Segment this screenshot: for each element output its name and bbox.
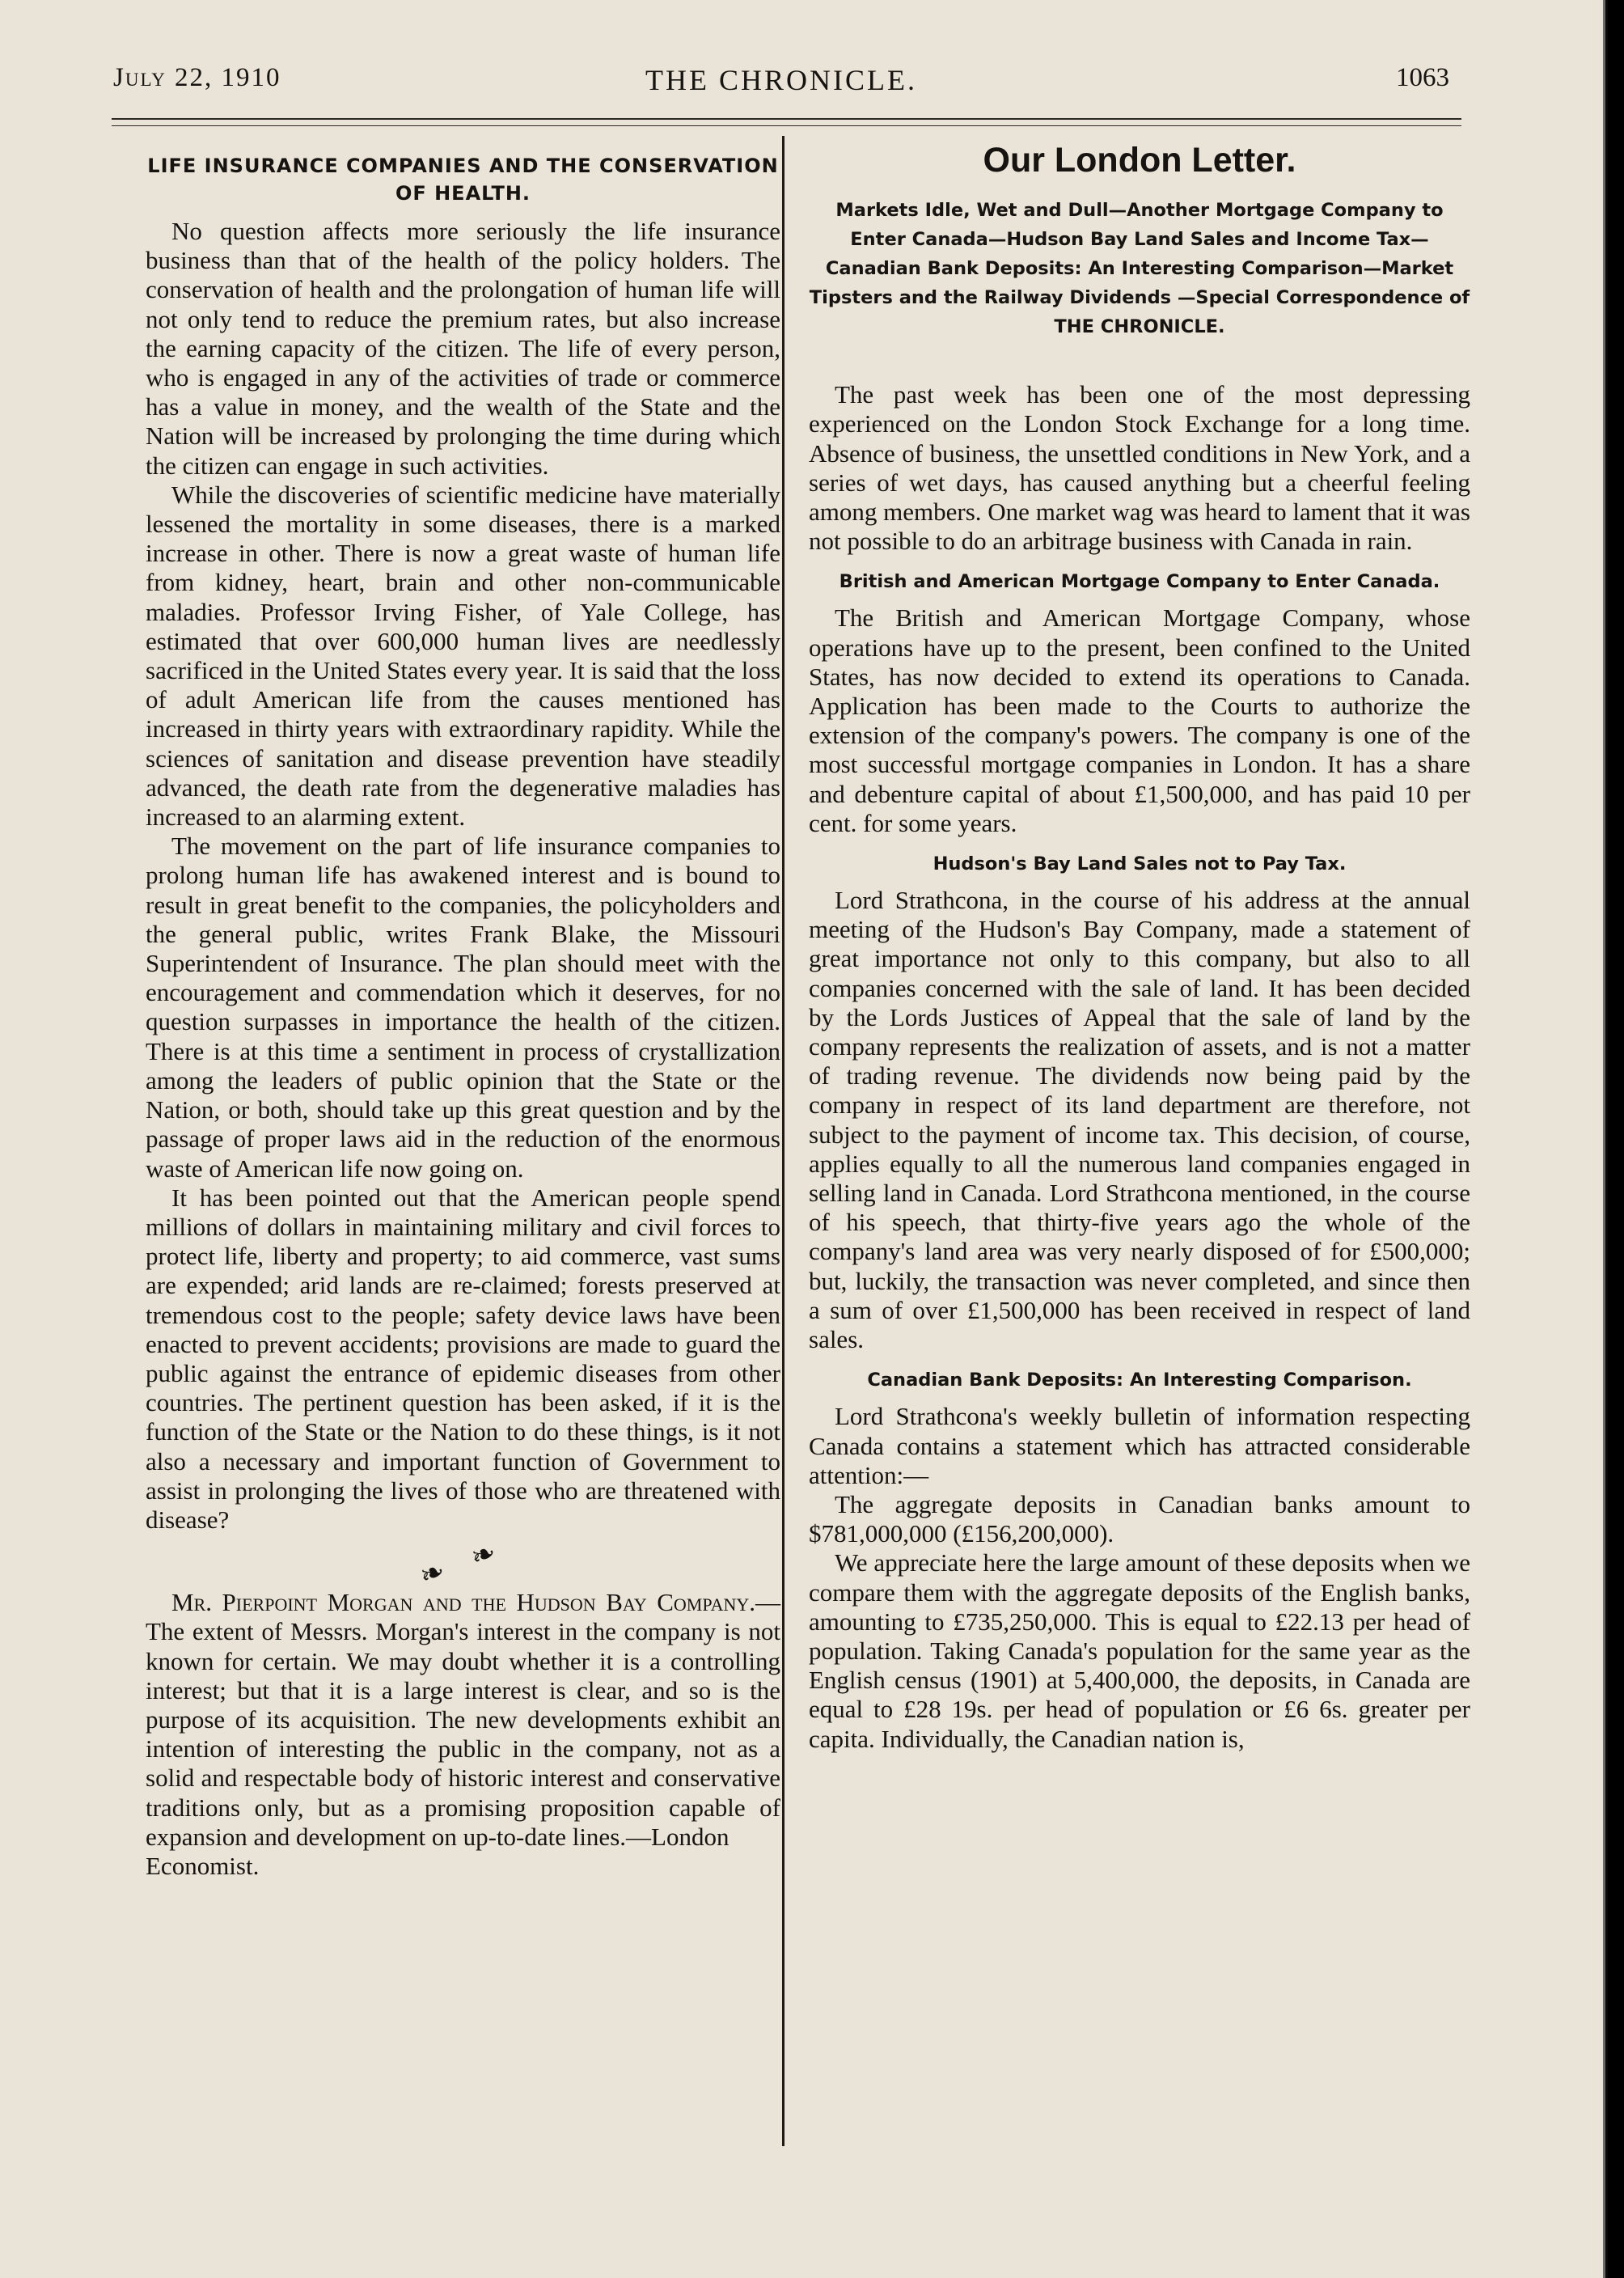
article-paragraph: No question affects more seriously the life insurance business than that of the health of the policy holders. The conservation of health and the prolongation of human life will not only tend to reduce the premium rates, but also increase the earning capacity of the citizen. The life of every person, who is engaged in any of the activities of trade or commerce has a value in money, and the wealth of the State and the Nation will be increased by prolonging the time during which the citizen can engage in such activities.	[146, 217, 780, 480]
ornament-divider	[146, 1531, 780, 1593]
article-paragraph: The movement on the part of life insurance companies to prolong human life has awakened interest and is bound to result in great benefit to the companies, the policyholders and the general public, writes Frank Blake, the Missouri Superintendent of Insurance. The plan should meet with the encouragement and commendation which it deserves, for no question surpasses in importance the health of the citizen. There is at this time a sentiment in process of crystallization among the leaders of public opinion that the State or the Nation, or both, should take up this great question and by the passage of proper laws aid in the reduction of the enormous waste of American life now going on.	[146, 832, 780, 1183]
article-title-life-insurance: LIFE INSURANCE COMPANIES AND THE CONSERVATION OF HEALTH.	[147, 155, 779, 205]
section-text-bank-deposits: The aggregate deposits in Canadian banks amount to $781,000,000 (£156,200,000).	[809, 1489, 1470, 1548]
article-source: Economist.	[146, 1851, 260, 1880]
page-header	[113, 63, 1449, 112]
article-paragraph: It has been pointed out that the American people spend millions of dollars in maintaining military and civil forces to protect life, liberty and property; to aid commerce, vast sums are expended; arid lands are re-claimed; forests preserved at tremendous cost to the people; safety device laws have been enacted to prevent accidents; provisions are made to guard the public against the entrance of epidemic diseases from other countries. The pertinent question has been asked, if it is the function of the State or the Nation to do these things, is it not also a necessary and important function of Government to assist in prolonging the lives of those who are threatened with disease?	[146, 1183, 780, 1534]
subtitle-text: Markets Idle, Wet and Dull—Another Mortgage Company to Enter Canada—Hudson Bay Land Sales and Income Tax—Canadian Bank Deposits: An Interesting Comparison—Market Tipsters and the Railway Dividends —Special Correspondence of	[809, 200, 1470, 309]
section-text-bank-deposits: We appreciate here the large amount of these deposits when we compare them with the aggregate deposits of the English banks, amounting to £735,250,000. This is equal to £22.13 per head of population. Taking Canada's population for the same year as the English census (1901) at 5,400,000, the deposits, in Canada are equal to £28 19s. per head of population or £6 6s. greater per capita. Individually, the Canadian nation is,	[809, 1548, 1470, 1753]
column-divider	[782, 136, 785, 2146]
fleuron-icon: ❧ ❧	[415, 1531, 511, 1593]
subtitle-paper-name: THE CHRONICLE.	[1054, 316, 1225, 338]
page-number: 1063	[1396, 63, 1449, 92]
section-text-mortgage: The British and American Mortgage Company, whose operations have up to the present, been confined to the United States, has now decided to extend its operations to Canada. Application has been made to the Courts to authorize the extension of the company's powers. The company is one of the most successful mortgage companies in London. It has a share and debenture capital of about £1,500,000, and has paid 10 per cent. for some years.	[809, 603, 1470, 837]
london-letter-intro: The past week has been one of the most depressing experienced on the London Stock Exchange for a long time. Absence of business, the unsettled conditions in New York, and a series of wet days, has caused anything but a cheerful feeling among members. One market wag was heard to lament that it was not possible to do an arbitrage business with Canada in rain.	[809, 380, 1470, 556]
london-letter-subtitle	[809, 196, 1470, 341]
section-text-hudson-bay: Lord Strathcona, in the course of his address at the annual meeting of the Hudson's Bay Company, made a statement of great importance not only to this company, but also to all companies concerned with the sale of land. It has been decided by the Lords Justices of Appeal that the sale of land by the company represents the realization of assets, and is not a matter of trading revenue. The dividends now being paid by the company in respect of its land department are therefore, not subject to the payment of income tax. This decision, of course, applies equally to all the numerous land companies engaged in selling land in Canada. Lord Strathcona mentioned, in the course of his speech, that thirty-five years ago the whole of the company's land area was very nearly disposed of for £500,000; but, luckily, the transaction was never completed, and since then a sum of over £1,500,000 has been received in respect of land sales.	[809, 886, 1470, 1354]
header-rule-thin	[112, 125, 1461, 126]
morgan-article-body: —The extent of Messrs. Morgan's interest in the company is not known for certain. We may doubt whether it is a controlling interest; but that it is a large interest is clear, and so is the purpose of its acquisition. The new developments exhibit an intention of interesting the public in the company, not as a solid and respectable body of historic interest and conservative traditions only, but as a promising proposition capable of expansion and development on up-to-date lines.—London	[146, 1588, 780, 1851]
issue-date: July 22, 1910	[113, 63, 281, 92]
left-column	[146, 146, 780, 1881]
section-text-bank-deposits: Lord Strathcona's weekly bulletin of information respecting Canada contains a statement which has attracted considerable attention:—	[809, 1402, 1470, 1489]
section-head-mortgage: British and American Mortgage Company to Enter Canada.	[839, 571, 1440, 593]
article-paragraph: While the discoveries of scientific medicine have materially lessened the mortality in some diseases, there is a marked increase in other. There is now a great waste of human life from kidney, heart, brain and other non-communicable maladies. Professor Irving Fisher, of Yale College, has estimated that over 600,000 human lives are needlessly sacrificed in the United States every year. It is said that the loss of adult American life from the causes mentioned has increased in thirty years with extraordinary rapidity. While the sciences of sanitation and disease prevention have steadily advanced, the death rate from the degenerative maladies has increased to an alarming extent.	[146, 480, 780, 832]
london-letter-title: Our London Letter.	[983, 141, 1296, 180]
morgan-article-lead: Mr. Pierpoint Morgan and the Hudson Bay Company.	[171, 1588, 755, 1617]
masthead-title: THE CHRONICLE.	[645, 64, 917, 96]
section-head-hudson-bay: Hudson's Bay Land Sales not to Pay Tax.	[933, 853, 1347, 875]
section-head-bank-deposits: Canadian Bank Deposits: An Interesting Comparison.	[867, 1370, 1412, 1391]
scan-border	[1608, 0, 1624, 2278]
morgan-article	[146, 1588, 780, 1852]
header-rule	[112, 118, 1461, 120]
right-column	[809, 141, 1470, 1754]
